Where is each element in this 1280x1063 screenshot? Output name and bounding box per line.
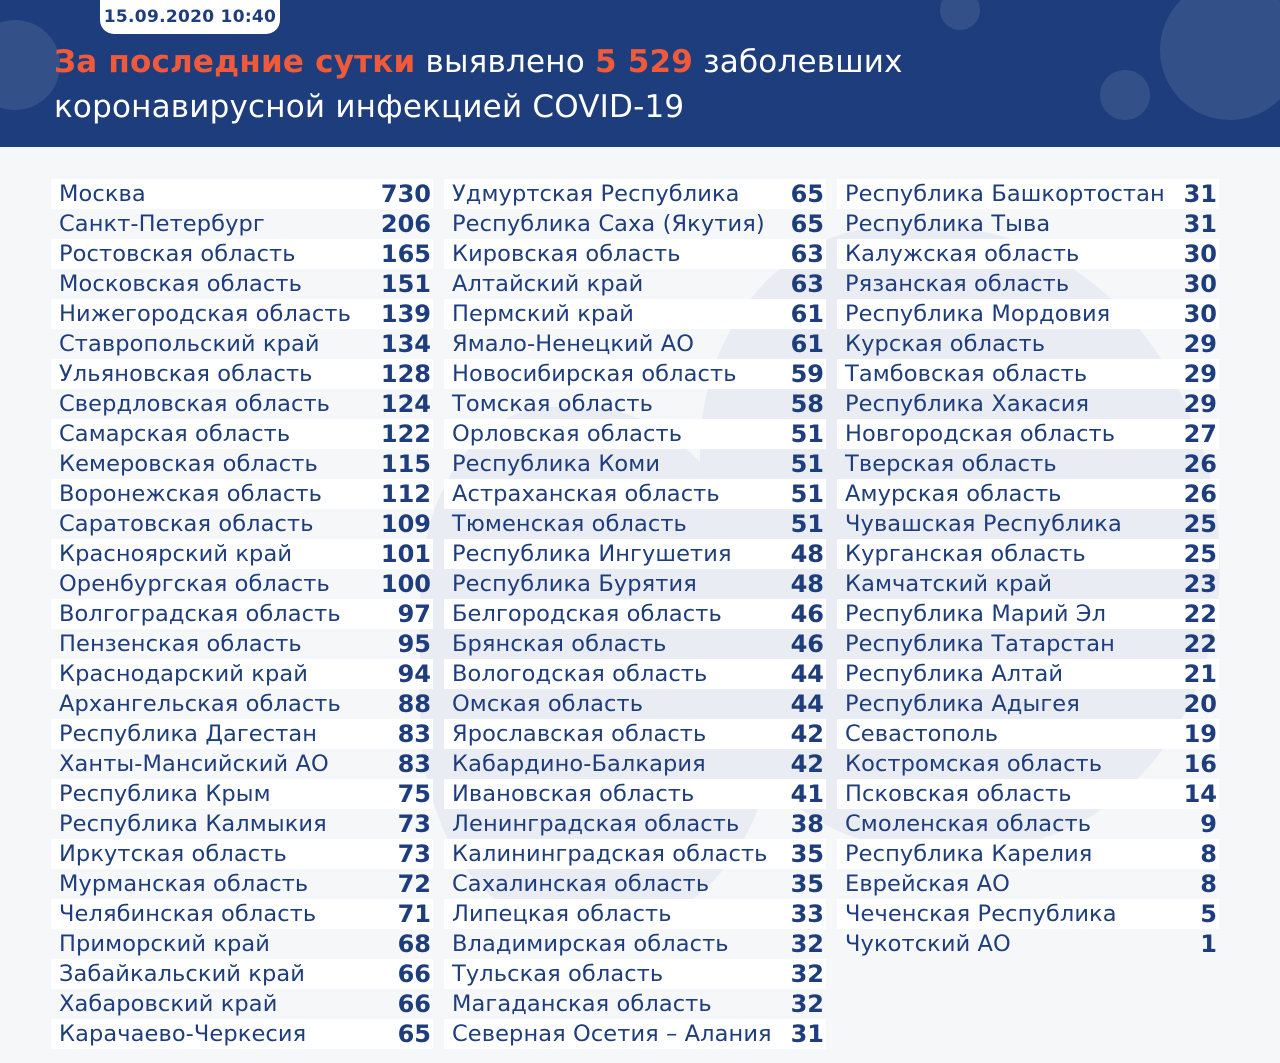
case-count: 29 [1183, 390, 1217, 418]
table-row [51, 479, 433, 509]
region-name: Астраханская область [452, 481, 720, 507]
region-name: Санкт-Петербург [59, 211, 265, 237]
case-count: 21 [1183, 660, 1217, 688]
case-count: 29 [1183, 360, 1217, 388]
region-name: Калининградская область [452, 841, 768, 867]
table-row [444, 749, 826, 779]
region-name: Республика Ингушетия [452, 541, 732, 567]
case-count: 48 [790, 540, 824, 568]
table-row [444, 269, 826, 299]
case-count: 51 [790, 420, 824, 448]
case-count: 151 [380, 270, 431, 298]
case-count: 20 [1183, 690, 1217, 718]
case-count: 44 [790, 690, 824, 718]
region-name: Ставропольский край [59, 331, 320, 357]
table-row [444, 509, 826, 539]
case-count: 32 [790, 930, 824, 958]
case-count: 122 [380, 420, 431, 448]
region-name: Республика Марий Эл [845, 601, 1107, 627]
table-row [837, 359, 1219, 389]
table-row [51, 1019, 433, 1049]
table-row [444, 329, 826, 359]
table-row [51, 509, 433, 539]
table-row [837, 419, 1219, 449]
table-row [51, 869, 433, 899]
table-row [837, 749, 1219, 779]
case-count: 94 [397, 660, 431, 688]
region-name: Магаданская область [452, 991, 712, 1017]
table-row [444, 569, 826, 599]
case-count: 30 [1183, 270, 1217, 298]
region-name: Ярославская область [452, 721, 707, 747]
title-end: заболевших [693, 44, 903, 80]
region-name: Республика Калмыкия [59, 811, 327, 837]
case-count: 730 [380, 180, 431, 208]
region-name: Омская область [452, 691, 644, 717]
case-count: 9 [1200, 810, 1217, 838]
region-name: Республика Карелия [845, 841, 1093, 867]
case-count: 46 [790, 600, 824, 628]
case-count: 59 [790, 360, 824, 388]
region-name: Забайкальский край [59, 961, 305, 987]
case-count: 115 [380, 450, 431, 478]
case-count: 83 [397, 720, 431, 748]
region-name: Псковская область [845, 781, 1072, 807]
region-name: Воронежская область [59, 481, 322, 507]
table-row [51, 659, 433, 689]
table-row [837, 929, 1219, 959]
table-row [444, 989, 826, 1019]
page-title [54, 40, 1234, 130]
region-name: Карачаево-Черкесия [59, 1021, 307, 1047]
table-row [51, 929, 433, 959]
table-row [444, 299, 826, 329]
table-row [51, 539, 433, 569]
table-row [51, 839, 433, 869]
case-count: 66 [397, 960, 431, 988]
region-name: Оренбургская область [59, 571, 330, 597]
table-row [51, 209, 433, 239]
case-count: 51 [790, 450, 824, 478]
table-row [444, 359, 826, 389]
table-row [444, 959, 826, 989]
region-name: Алтайский край [452, 271, 644, 297]
case-count: 83 [397, 750, 431, 778]
case-count: 27 [1183, 420, 1217, 448]
region-name: Кемеровская область [59, 451, 318, 477]
region-name: Республика Саха (Якутия) [452, 211, 765, 237]
case-count: 22 [1183, 630, 1217, 658]
region-name: Орловская область [452, 421, 683, 447]
region-name: Республика Башкортостан [845, 181, 1165, 207]
case-count: 33 [790, 900, 824, 928]
table-row [51, 629, 433, 659]
header-banner [0, 0, 1280, 147]
case-count: 48 [790, 570, 824, 598]
table-row [837, 659, 1219, 689]
table-row [837, 689, 1219, 719]
case-count: 61 [790, 300, 824, 328]
region-name: Курская область [845, 331, 1046, 357]
table-row [51, 389, 433, 419]
table-row [51, 599, 433, 629]
table-row [444, 689, 826, 719]
region-name: Самарская область [59, 421, 291, 447]
region-name: Новгородская область [845, 421, 1116, 447]
region-name: Архангельская область [59, 691, 341, 717]
table-row [837, 839, 1219, 869]
region-name: Тульская область [452, 961, 664, 987]
case-count: 25 [1183, 510, 1217, 538]
virus-decoration [0, 20, 60, 110]
column-3 [837, 179, 1219, 959]
case-count: 30 [1183, 300, 1217, 328]
region-name: Ханты-Мансийский АО [59, 751, 329, 777]
table-row [837, 539, 1219, 569]
table-row [444, 629, 826, 659]
case-count: 71 [397, 900, 431, 928]
table-row [444, 449, 826, 479]
table-row [51, 989, 433, 1019]
case-count: 51 [790, 510, 824, 538]
region-name: Северная Осетия – Алания [452, 1021, 772, 1047]
region-name: Нижегородская область [59, 301, 351, 327]
region-name: Томская область [452, 391, 653, 417]
case-count: 72 [397, 870, 431, 898]
table-row [444, 599, 826, 629]
region-name: Ульяновская область [59, 361, 313, 387]
case-count: 63 [790, 240, 824, 268]
region-name: Приморский край [59, 931, 270, 957]
title-accent: За последние сутки [54, 44, 416, 80]
region-name: Сахалинская область [452, 871, 710, 897]
virus-decoration [940, 0, 980, 30]
case-count: 66 [397, 990, 431, 1018]
region-name: Камчатский край [845, 571, 1053, 597]
case-count: 32 [790, 960, 824, 988]
case-count: 30 [1183, 240, 1217, 268]
region-name: Ростовская область [59, 241, 296, 267]
table-row [837, 299, 1219, 329]
region-name: Брянская область [452, 631, 667, 657]
table-row [51, 689, 433, 719]
table-row [837, 629, 1219, 659]
case-count: 68 [397, 930, 431, 958]
case-count: 165 [380, 240, 431, 268]
region-name: Чеченская Республика [845, 901, 1117, 927]
case-count: 128 [380, 360, 431, 388]
case-count: 8 [1200, 870, 1217, 898]
table-row [51, 779, 433, 809]
table-row [444, 539, 826, 569]
region-name: Белгородская область [452, 601, 722, 627]
table-row [444, 389, 826, 419]
case-count: 65 [397, 1020, 431, 1048]
case-count: 134 [380, 330, 431, 358]
region-name: Челябинская область [59, 901, 317, 927]
region-name: Краснодарский край [59, 661, 308, 687]
case-count: 31 [1183, 210, 1217, 238]
table-row [837, 449, 1219, 479]
region-name: Московская область [59, 271, 302, 297]
region-name: Республика Хакасия [845, 391, 1090, 417]
table-row [444, 239, 826, 269]
table-row [444, 839, 826, 869]
region-name: Смоленская область [845, 811, 1092, 837]
region-name: Севастополь [845, 721, 999, 747]
region-name: Свердловская область [59, 391, 331, 417]
title-number: 5 529 [594, 44, 694, 80]
case-count: 8 [1200, 840, 1217, 868]
case-count: 19 [1183, 720, 1217, 748]
table-row [837, 269, 1219, 299]
case-count: 26 [1183, 450, 1217, 478]
case-count: 75 [397, 780, 431, 808]
table-row [51, 449, 433, 479]
region-name: Республика Дагестан [59, 721, 318, 747]
table-row [837, 179, 1219, 209]
table-row [51, 959, 433, 989]
table-row [837, 509, 1219, 539]
region-name: Удмуртская Республика [452, 181, 740, 207]
case-count: 29 [1183, 330, 1217, 358]
table-row [51, 569, 433, 599]
table-row [444, 899, 826, 929]
table-row [837, 869, 1219, 899]
region-name: Волгоградская область [59, 601, 341, 627]
case-count: 44 [790, 660, 824, 688]
table-row [837, 899, 1219, 929]
table-row [51, 269, 433, 299]
table-row [51, 749, 433, 779]
table-row [51, 299, 433, 329]
region-name: Республика Алтай [845, 661, 1064, 687]
column-1 [51, 179, 433, 1049]
case-count: 25 [1183, 540, 1217, 568]
region-name: Красноярский край [59, 541, 293, 567]
table-row [444, 809, 826, 839]
case-count: 35 [790, 840, 824, 868]
case-count: 100 [380, 570, 431, 598]
case-count: 51 [790, 480, 824, 508]
region-name: Чукотский АО [845, 931, 1011, 957]
case-count: 22 [1183, 600, 1217, 628]
region-name: Тверская область [845, 451, 1057, 477]
case-count: 38 [790, 810, 824, 838]
table-row [837, 779, 1219, 809]
case-count: 124 [380, 390, 431, 418]
region-name: Амурская область [845, 481, 1062, 507]
region-name: Кировская область [452, 241, 681, 267]
case-count: 73 [397, 840, 431, 868]
region-name: Хабаровский край [59, 991, 278, 1017]
region-name: Ямало-Ненецкий АО [452, 331, 695, 357]
case-count: 42 [790, 750, 824, 778]
case-count: 139 [380, 300, 431, 328]
case-count: 206 [380, 210, 431, 238]
title-line2: коронавирусной инфекцией COVID-19 [54, 89, 685, 125]
date-label: 15.09.2020 10:40 [100, 0, 280, 34]
table-row [837, 209, 1219, 239]
case-count: 46 [790, 630, 824, 658]
region-name: Республика Крым [59, 781, 271, 807]
table-row [51, 359, 433, 389]
case-count: 5 [1200, 900, 1217, 928]
table-row [51, 419, 433, 449]
region-name: Москва [59, 181, 146, 207]
region-name: Курганская область [845, 541, 1086, 567]
table-row [837, 479, 1219, 509]
region-name: Еврейская АО [845, 871, 1010, 897]
case-count: 32 [790, 990, 824, 1018]
case-count: 31 [790, 1020, 824, 1048]
table-row [51, 329, 433, 359]
table-row [51, 179, 433, 209]
region-name: Липецкая область [452, 901, 672, 927]
region-name: Калужская область [845, 241, 1080, 267]
region-name: Саратовская область [59, 511, 314, 537]
case-count: 41 [790, 780, 824, 808]
case-count: 112 [380, 480, 431, 508]
title-mid: выявлено [415, 44, 595, 80]
region-name: Республика Тыва [845, 211, 1051, 237]
case-count: 109 [380, 510, 431, 538]
case-count: 88 [397, 690, 431, 718]
case-count: 101 [380, 540, 431, 568]
table-row [444, 419, 826, 449]
case-count: 31 [1183, 180, 1217, 208]
region-name: Вологодская область [452, 661, 708, 687]
case-count: 1 [1200, 930, 1217, 958]
table-area [0, 147, 1280, 1063]
table-row [444, 779, 826, 809]
table-row [51, 719, 433, 749]
table-row [444, 659, 826, 689]
region-name: Тамбовская область [845, 361, 1088, 387]
case-count: 26 [1183, 480, 1217, 508]
region-name: Республика Татарстан [845, 631, 1115, 657]
region-name: Новосибирская область [452, 361, 737, 387]
table-row [837, 329, 1219, 359]
region-name: Ивановская область [452, 781, 695, 807]
region-name: Ленинградская область [452, 811, 740, 837]
case-count: 61 [790, 330, 824, 358]
table-row [444, 869, 826, 899]
region-name: Рязанская область [845, 271, 1070, 297]
region-name: Владимирская область [452, 931, 729, 957]
region-name: Республика Адыгея [845, 691, 1080, 717]
region-name: Пермский край [452, 301, 634, 327]
table-row [444, 929, 826, 959]
case-count: 73 [397, 810, 431, 838]
table-row [444, 719, 826, 749]
table-row [444, 209, 826, 239]
table-row [51, 239, 433, 269]
case-count: 14 [1183, 780, 1217, 808]
case-count: 42 [790, 720, 824, 748]
table-row [444, 479, 826, 509]
table-row [444, 1019, 826, 1049]
case-count: 65 [790, 210, 824, 238]
region-name: Республика Коми [452, 451, 661, 477]
region-name: Республика Бурятия [452, 571, 697, 597]
case-count: 65 [790, 180, 824, 208]
case-count: 23 [1183, 570, 1217, 598]
table-row [837, 719, 1219, 749]
region-name: Пензенская область [59, 631, 302, 657]
region-name: Иркутская область [59, 841, 287, 867]
case-count: 16 [1183, 750, 1217, 778]
column-2 [444, 179, 826, 1049]
region-name: Мурманская область [59, 871, 309, 897]
table-row [444, 179, 826, 209]
region-name: Костромская область [845, 751, 1103, 777]
case-count: 95 [397, 630, 431, 658]
region-name: Тюменская область [452, 511, 687, 537]
case-count: 63 [790, 270, 824, 298]
table-row [51, 899, 433, 929]
region-name: Кабардино-Балкария [452, 751, 706, 777]
table-row [837, 599, 1219, 629]
region-name: Чувашская Республика [845, 511, 1122, 537]
region-name: Республика Мордовия [845, 301, 1111, 327]
table-row [837, 239, 1219, 269]
case-count: 35 [790, 870, 824, 898]
case-count: 58 [790, 390, 824, 418]
case-count: 97 [397, 600, 431, 628]
table-row [837, 809, 1219, 839]
table-row [837, 389, 1219, 419]
table-row [51, 809, 433, 839]
table-row [837, 569, 1219, 599]
